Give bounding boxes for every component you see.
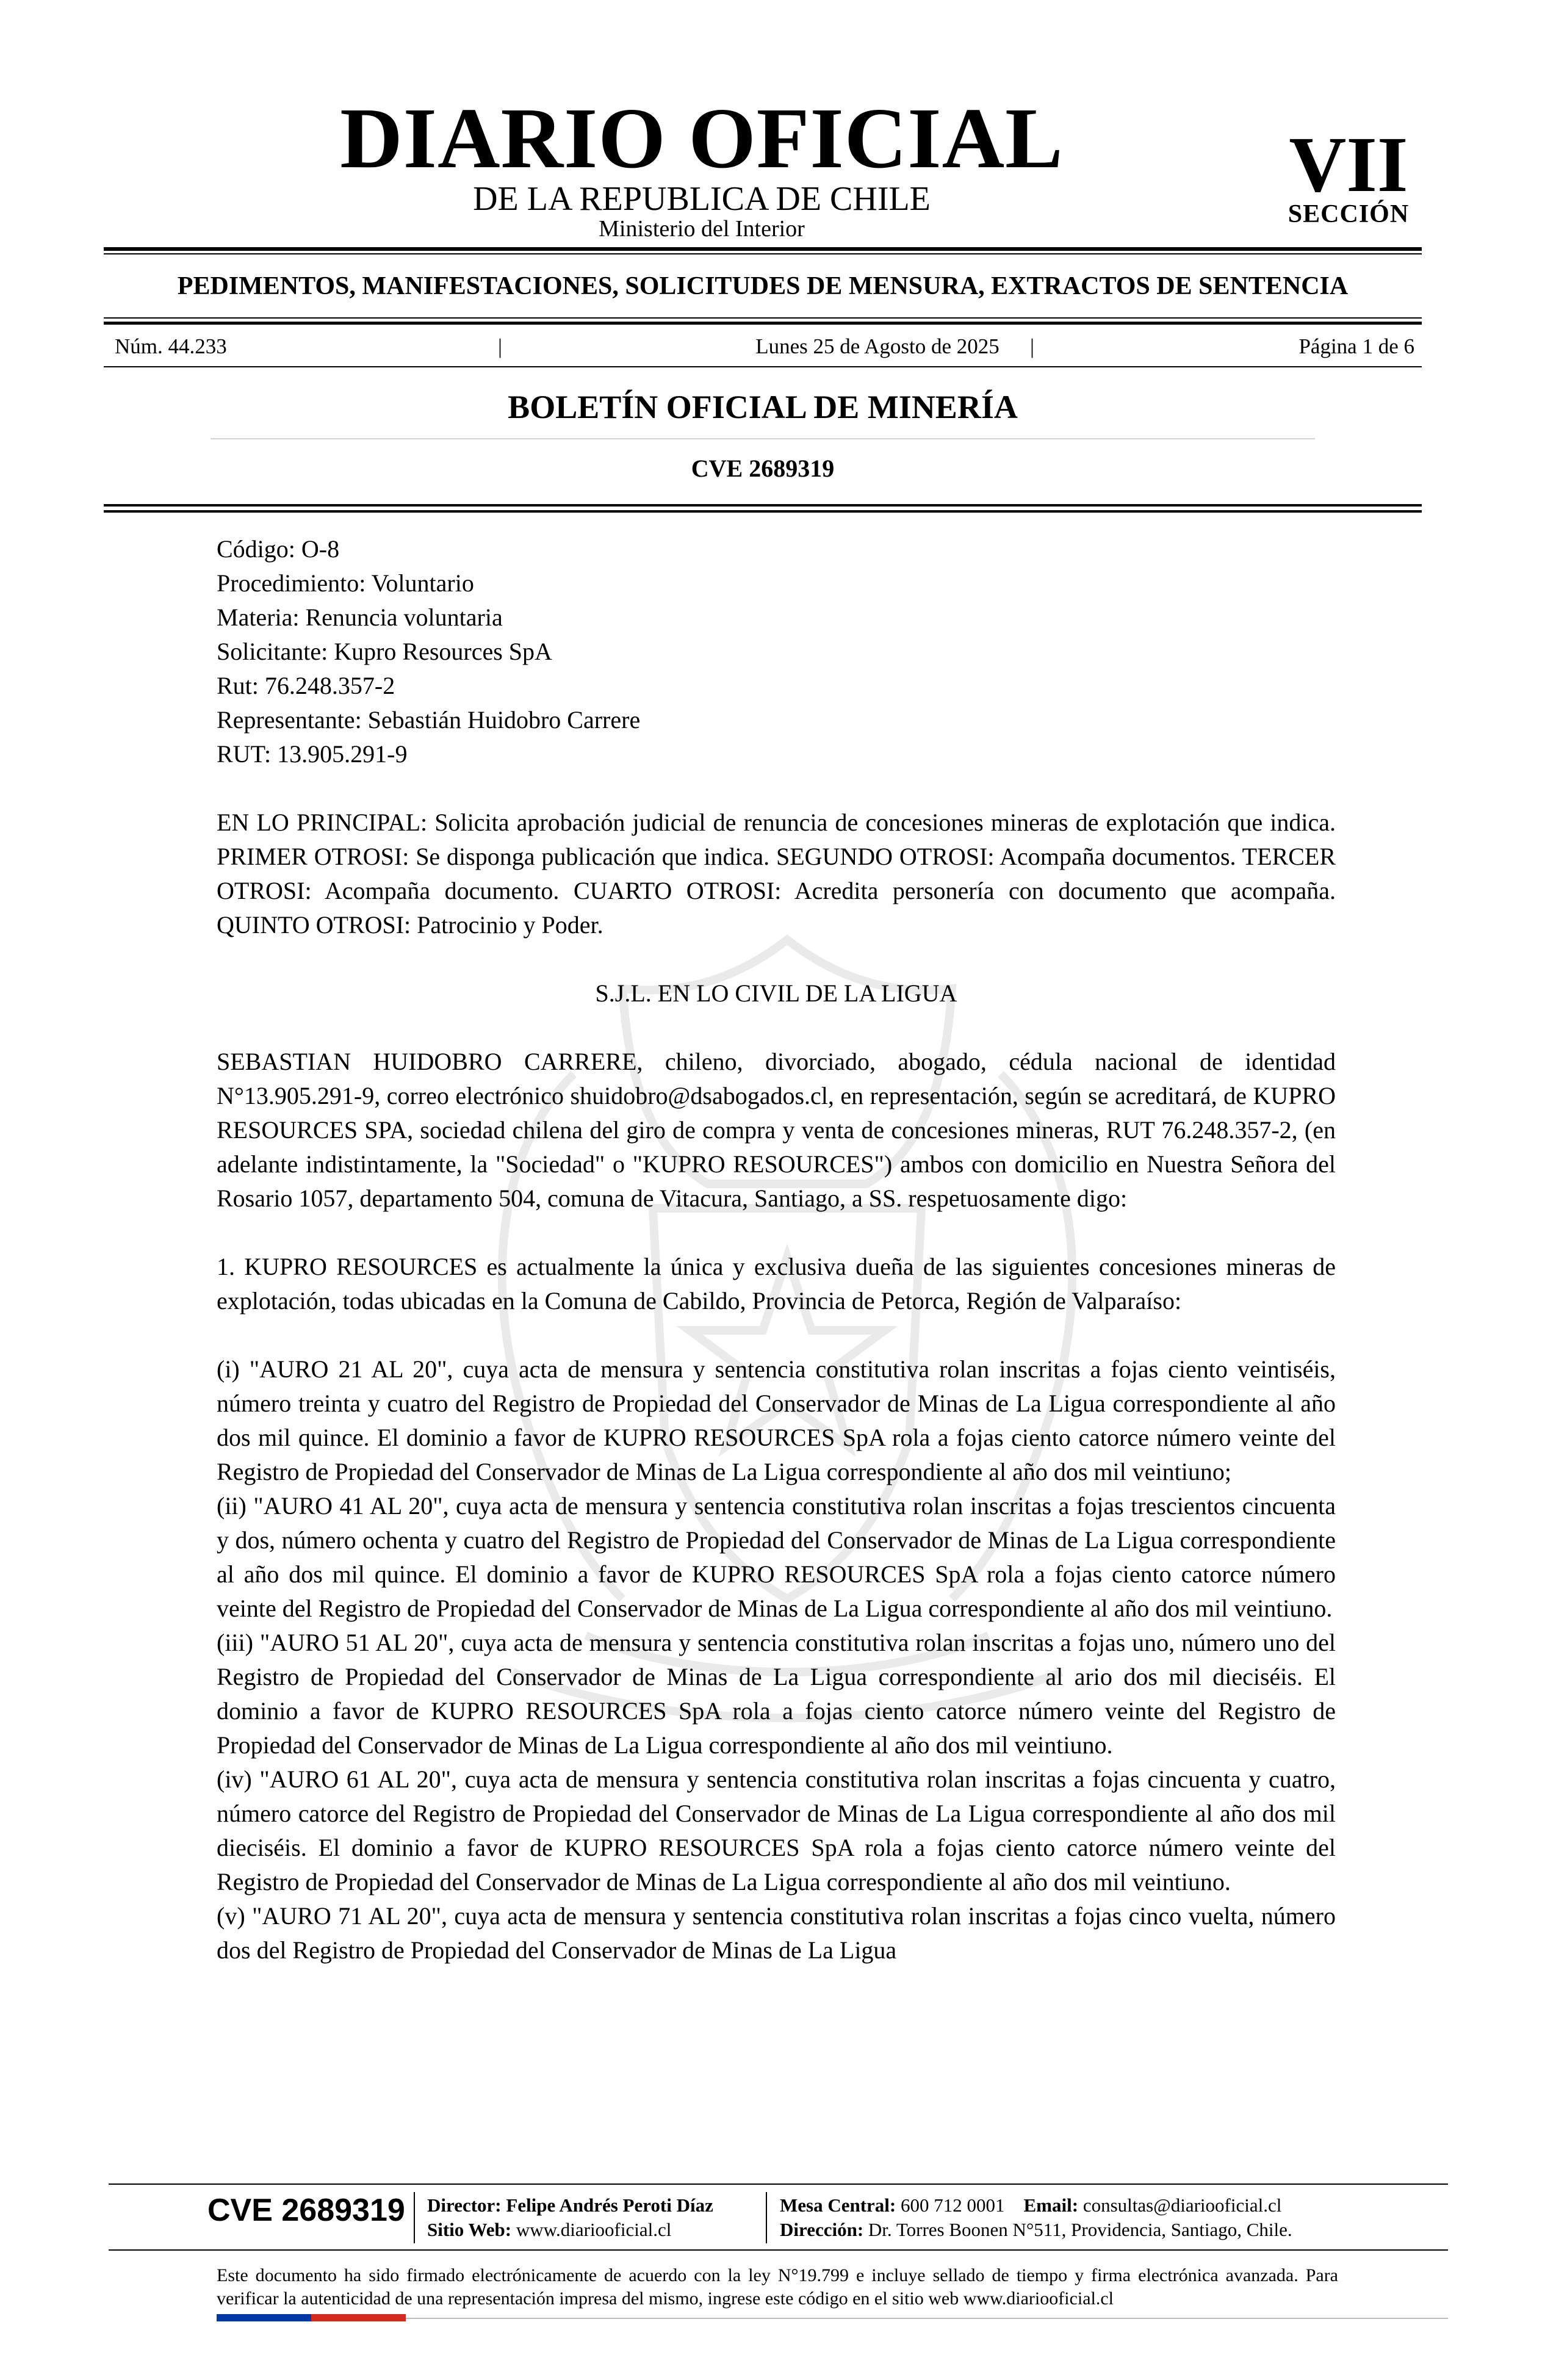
mesa-central-label: Mesa Central:: [780, 2194, 896, 2216]
concession-item-i: (i) "AURO 21 AL 20", cuya acta de mensura y sentencia constitutiva rolan inscritas a fojas ciento veintiséis, número treinta y cuatro del Registro de Propiedad del Conservador de Minas de La Ligua correspondiente al año dos mil quince. El dominio a favor de KUPRO RESOURCES SpA rola a fojas ciento catorce número veinte del Registro de Propiedad del Conservador de Minas de La Ligua correspondiente al año dos mil veintiuno;: [217, 1355, 1336, 1485]
page-indicator: Página 1 de 6: [1298, 334, 1414, 358]
meta-rut: Rut: 76.248.357-2: [217, 672, 395, 699]
footer-legal-notice: Este documento ha sido firmado electrónicamente de acuerdo con la ley N°19.799 e incluye sellado de tiempo y firma electrónica avanzada. Para verificar la autenticidad de una representación impresa del mismo, ingrese este código en el sitio web www.diariooficial.cl: [217, 2265, 1338, 2309]
paragraph-intro: SEBASTIAN HUIDOBRO CARRERE, chileno, divorciado, abogado, cédula nacional de identidad N°13.905.291-9, correo electrónico shuidobro@dsabogados.cl, en representación, según se acreditará, de KUPRO RESOURCES SPA, sociedad chilena del giro de compra y venta de concesiones mineras, RUT 76.248.357-2, (en adelante indistintamente, la "Sociedad" o "KUPRO RESOURCES") ambos con domicilio en Nuestra Señora del Rosario 1057, departamento 504, comuna de Vitacura, Santiago, a SS. respetuosamente digo:: [217, 1048, 1336, 1212]
director-name: Felipe Andrés Peroti Díaz: [506, 2194, 713, 2216]
case-metadata: [217, 532, 1336, 771]
masthead-rule-thin: [104, 253, 1422, 254]
footer-divider: [414, 2192, 415, 2243]
footer-cve-code: CVE 2689319: [207, 2193, 405, 2228]
chile-flag-stripe: [217, 2314, 406, 2321]
paragraph-point-1: 1. KUPRO RESOURCES es actualmente la única y exclusiva dueña de las siguientes concesiones mineras de explotación, todas ubicadas en la Comuna de Cabildo, Provincia de Petorca, Región de Valparaíso:: [217, 1253, 1336, 1314]
concession-item-iv: (iv) "AURO 61 AL 20", cuya acta de mensura y sentencia constitutiva rolan inscritas a fojas cincuenta y cuatro, número catorce del Registro de Propiedad del Conservador de Minas de La Ligua correspondiente al año dos mil dieciséis. El dominio a favor de KUPRO RESOURCES SpA rola a fojas ciento catorce número veinte del Registro de Propiedad del Conservador de Minas de La Ligua correspondiente al año dos mil veintiuno.: [217, 1765, 1336, 1895]
meta-matter: Materia: Renuncia voluntaria: [217, 604, 503, 631]
website-link[interactable]: www.diariooficial.cl: [516, 2219, 672, 2240]
document-body: [217, 532, 1336, 1967]
issue-number: Núm. 44.233: [115, 334, 227, 358]
bulletin-title: BOLETÍN OFICIAL DE MINERÍA: [508, 389, 1018, 425]
section-rule-thick: [104, 322, 1422, 325]
footer-contact-block: [780, 2193, 1292, 2242]
paragraph-principal: EN LO PRINCIPAL: Solicita aprobación judicial de renuncia de concesiones mineras de explotación que indica. PRIMER OTROSI: Se disponga publicación que indica. SEGUNDO OTROSI: Acompaña documentos. TERCER OTROSI: Acompaña documento. CUARTO OTROSI: Acredita personería con documento que acompaña. QUINTO OTROSI: Patrocinio y Poder.: [217, 809, 1336, 939]
issue-date: Lunes 25 de Agosto de 2025: [755, 334, 1000, 358]
meta-representative-rut: RUT: 13.905.291-9: [217, 740, 408, 768]
footer-divider: [766, 2192, 767, 2243]
flag-blue-segment: [217, 2314, 311, 2321]
masthead-title: DIARIO OFICIAL: [340, 90, 1064, 186]
header-rule-double-2: [104, 510, 1422, 513]
website-label: Sitio Web:: [427, 2219, 512, 2240]
masthead-ministry: Ministerio del Interior: [599, 216, 805, 242]
section-number: VII: [1289, 121, 1408, 209]
meta-code: Código: O-8: [217, 535, 340, 563]
court-heading: S.J.L. EN LO CIVIL DE LA LIGUA: [595, 979, 957, 1007]
masthead-subtitle: DE LA REPUBLICA DE CHILE: [473, 180, 931, 218]
footer-rule-top: [109, 2183, 1448, 2185]
meta-representative: Representante: Sebastián Huidobro Carrere: [217, 706, 641, 734]
address-label: Dirección:: [780, 2219, 864, 2240]
footer-rule-bottom: [406, 2318, 1448, 2319]
concession-item-v: (v) "AURO 71 AL 20", cuya acta de mensura y sentencia constitutiva rolan inscritas a fojas cinco vuelta, número dos del Registro de Propiedad del Conservador de Minas de La Ligua: [217, 1902, 1336, 1964]
bulletin-divider: [211, 438, 1315, 439]
header-rule-double-1: [104, 504, 1422, 507]
mesa-central-phone: 600 712 0001: [901, 2194, 1005, 2216]
meta-procedure: Procedimiento: Voluntario: [217, 569, 474, 597]
footer-rule-middle: [109, 2249, 1448, 2251]
info-separator: |: [498, 334, 503, 358]
footer-director-block: [427, 2193, 713, 2242]
concession-item-ii: (ii) "AURO 41 AL 20", cuya acta de mensura y sentencia constitutiva rolan inscritas a fojas trescientos cincuenta y dos, número ochenta y cuatro del Registro de Propiedad del Conservador de Minas de La Ligua correspondiente al año dos mil quince. El dominio a favor de KUPRO RESOURCES SpA rola a fojas ciento catorce número veinte del Registro de Propiedad del Conservador de Minas de La Ligua correspondiente al año dos mil veintiuno.: [217, 1492, 1336, 1622]
flag-red-segment: [311, 2314, 406, 2321]
email-label: Email:: [1023, 2194, 1079, 2216]
issue-info-row: [115, 334, 1414, 359]
info-rule: [104, 366, 1422, 367]
section-label: SECCIÓN: [1288, 200, 1410, 228]
meta-applicant: Solicitante: Kupro Resources SpA: [217, 638, 552, 665]
cve-code: CVE 2689319: [691, 455, 835, 482]
info-separator: |: [1030, 334, 1035, 358]
director-label: Director:: [427, 2194, 502, 2216]
address-value: Dr. Torres Boonen N°511, Providencia, Santiago, Chile.: [868, 2219, 1292, 2240]
masthead-rule-thick: [104, 247, 1422, 251]
section-title: PEDIMENTOS, MANIFESTACIONES, SOLICITUDES DE MENSURA, EXTRACTOS DE SENTENCIA: [177, 272, 1349, 300]
section-rule-thin: [104, 317, 1422, 319]
concession-item-iii: (iii) "AURO 51 AL 20", cuya acta de mensura y sentencia constitutiva rolan inscritas a fojas uno, número uno del Registro de Propiedad del Conservador de Minas de La Ligua correspondiente al ario dos mil dieciséis. El dominio a favor de KUPRO RESOURCES SpA rola a fojas ciento catorce número veinte del Registro de Propiedad del Conservador de Minas de La Ligua correspondiente al año dos mil veintiuno.: [217, 1629, 1336, 1759]
email-link[interactable]: consultas@diariooficial.cl: [1082, 2194, 1282, 2216]
